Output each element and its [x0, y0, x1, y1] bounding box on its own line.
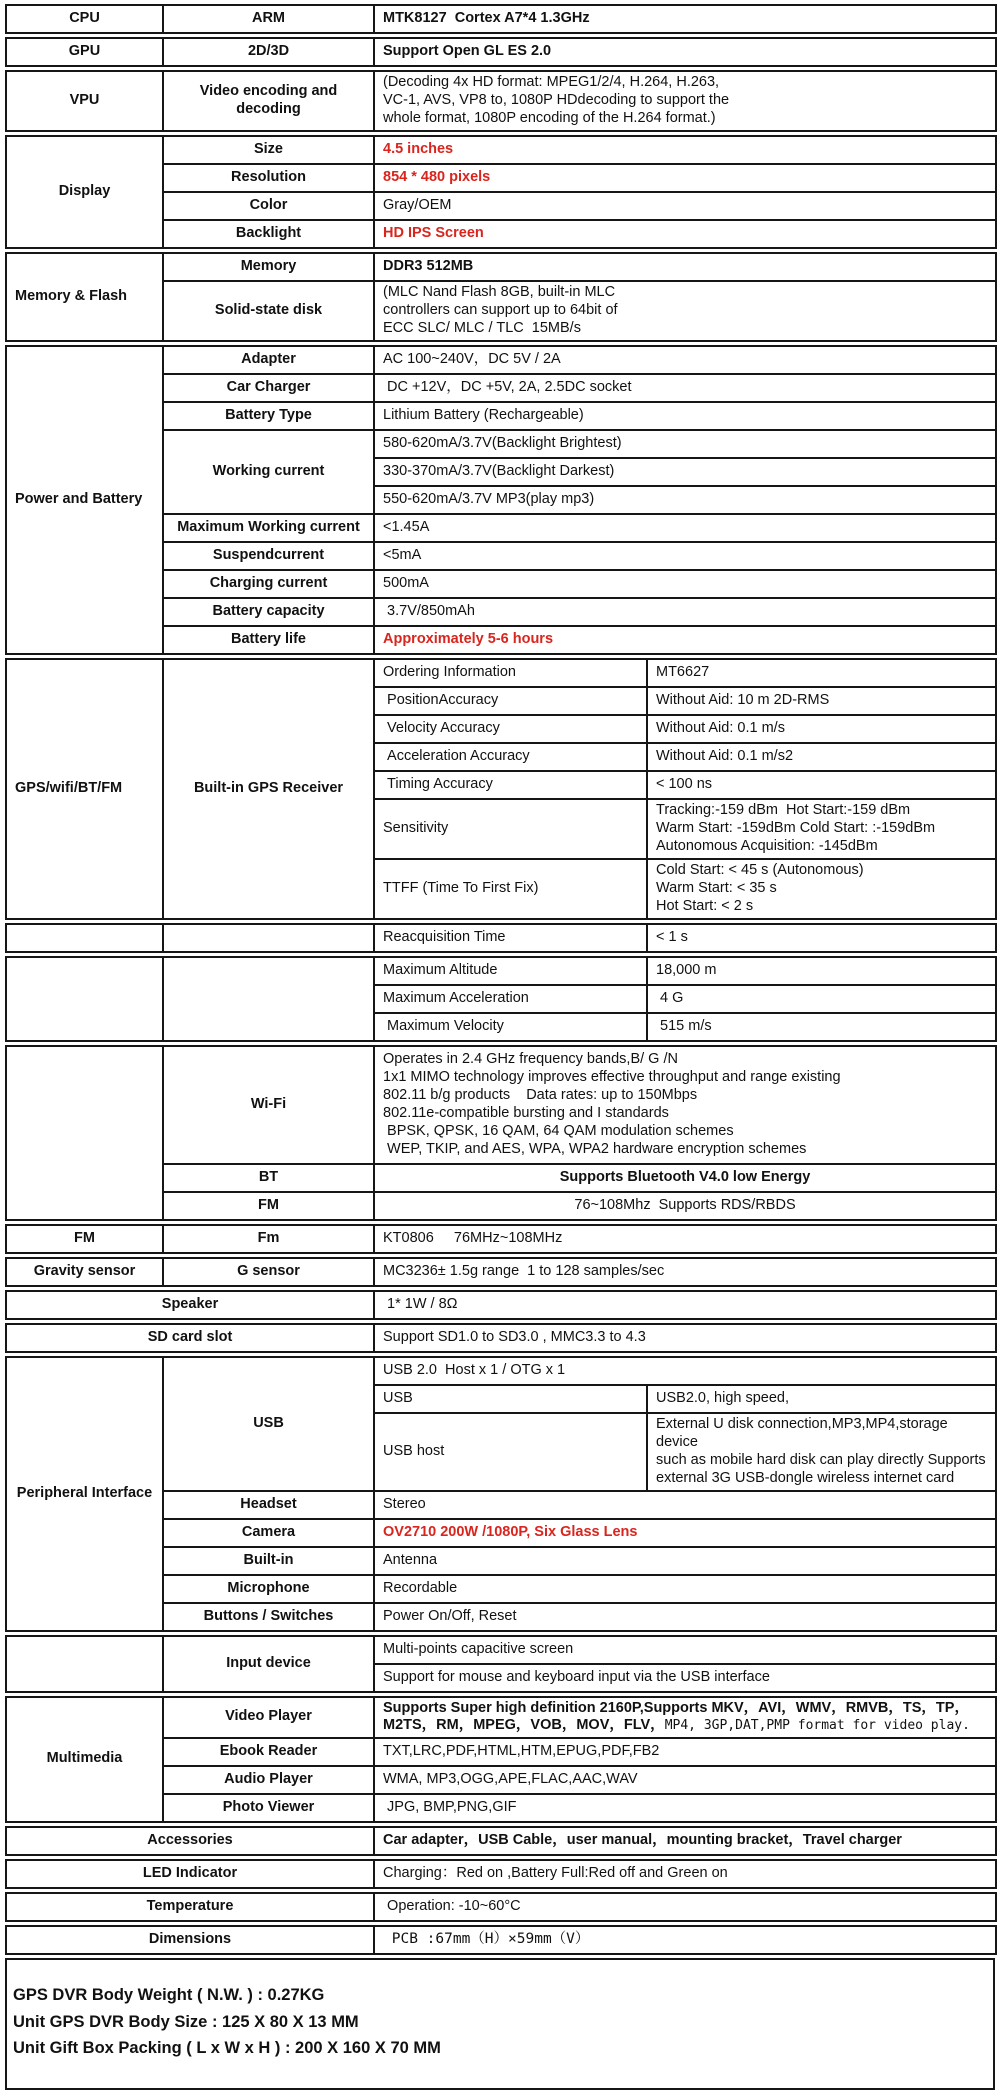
- section-wifi-bt-fm: [5, 1045, 997, 1221]
- spec-value: Without Aid: 0.1 m/s: [647, 715, 996, 743]
- spec-label: Suspendcurrent: [163, 542, 374, 570]
- spec-label: GPS/wifi/BT/FM: [6, 659, 163, 919]
- section-fm: [5, 1224, 997, 1254]
- spec-value: KT0806 76MHz~108MHz: [374, 1225, 996, 1253]
- section-sd-card: [5, 1323, 997, 1353]
- spec-label: Temperature: [6, 1893, 374, 1921]
- spec-value-line: VC-1, AVS, VP8 to, 1080P HDdecoding to support the: [383, 91, 730, 108]
- spec-label: Working current: [163, 430, 374, 514]
- spec-cell-empty: [163, 957, 374, 1041]
- spec-value: PositionAccuracy: [374, 687, 647, 715]
- spec-value: Power On/Off, Reset: [374, 1603, 996, 1631]
- spec-value-part: ,Supports MKV，AVI，WMV，RMVB，TS，TP，M2TS，RM，MPEG，VOB，MOV，FLV，: [383, 1699, 969, 1734]
- table-row: [6, 5, 996, 33]
- spec-label: Solid-state disk: [163, 281, 374, 341]
- spec-label: Maximum Working current: [163, 514, 374, 542]
- spec-value: TXT,LRC,PDF,HTML,HTM,EPUG,PDF,FB2: [374, 1738, 996, 1766]
- spec-value-part: MP4, 3GP,DAT,PMP format for video play.: [664, 1718, 970, 1734]
- spec-value-line: 1x1 MIMO technology improves effective throughput and range existing: [383, 1068, 841, 1085]
- spec-label: Color: [163, 192, 374, 220]
- spec-value: 4 G: [647, 985, 996, 1013]
- spec-value: USB2.0, high speed,: [647, 1385, 996, 1413]
- table-row: [6, 1827, 996, 1855]
- spec-value: 854 * 480 pixels: [374, 164, 996, 192]
- spec-value: USB host: [374, 1413, 647, 1491]
- spec-value: MTK8127 Cortex A7*4 1.3GHz: [374, 5, 996, 33]
- spec-cell-empty: [6, 1636, 163, 1692]
- spec-label: Memory: [163, 253, 374, 281]
- table-row: [6, 346, 996, 374]
- spec-value: Lithium Battery (Rechargeable): [374, 402, 996, 430]
- spec-label: Wi-Fi: [163, 1046, 374, 1164]
- section-peripheral-interface: [5, 1356, 997, 1632]
- spec-label: Charging current: [163, 570, 374, 598]
- spec-value-line: ECC SLC/ MLC / TLC 15MB/s: [383, 319, 581, 336]
- spec-label: LED Indicator: [6, 1860, 374, 1888]
- spec-label: Microphone: [163, 1575, 374, 1603]
- spec-value-line: 802.11 b/g products Data rates: up to 150Mbps: [383, 1086, 698, 1103]
- section-gpu: [5, 37, 997, 67]
- spec-label: Multimedia: [6, 1697, 163, 1823]
- spec-value-line: Tracking:-159 dBm Hot Start:-159 dBm: [656, 801, 911, 818]
- table-row: [6, 1860, 996, 1888]
- spec-label: Input device: [163, 1636, 374, 1692]
- section-gps: [5, 658, 997, 920]
- spec-value: USB: [374, 1385, 647, 1413]
- spec-value-line: such as mobile hard disk can play directly Supports: [656, 1451, 986, 1468]
- spec-value: < 100 ns: [647, 771, 996, 799]
- table-row: [6, 1225, 996, 1253]
- spec-cell-empty: [6, 1046, 163, 1220]
- spec-value: Stereo: [374, 1491, 996, 1519]
- spec-value-line: Video encoding and: [199, 82, 338, 99]
- spec-value: 4.5 inches: [374, 136, 996, 164]
- spec-value-line: Warm Start: -159dBm Cold Start: :-159dBm: [656, 819, 936, 836]
- spec-label: USB: [163, 1357, 374, 1491]
- spec-value: 515 m/s: [647, 1013, 996, 1041]
- spec-label: Adapter: [163, 346, 374, 374]
- table-row: [6, 253, 996, 281]
- spec-value-line: Hot Start: < 2 s: [656, 897, 754, 914]
- spec-value: TTFF (Time To First Fix): [374, 859, 647, 919]
- spec-label: Battery Type: [163, 402, 374, 430]
- spec-label: VPU: [6, 71, 163, 131]
- spec-value-line: Warm Start: < 35 s: [656, 879, 777, 896]
- spec-value: 1* 1W / 8Ω: [374, 1291, 996, 1319]
- spec-value-line: External U disk connection,MP3,MP4,storage device: [656, 1415, 952, 1450]
- table-row: [6, 1291, 996, 1319]
- spec-value: [374, 1697, 996, 1739]
- table-row: [6, 1697, 996, 1739]
- spec-table-container: [5, 4, 995, 1955]
- spec-value-line: decoding: [236, 100, 301, 117]
- table-row: [6, 957, 996, 985]
- section-multimedia: [5, 1696, 997, 1824]
- section-power-battery: [5, 345, 997, 655]
- spec-label: ARM: [163, 5, 374, 33]
- spec-label: Video Player: [163, 1697, 374, 1739]
- spec-value: Support Open GL ES 2.0: [374, 38, 996, 66]
- spec-value: OV2710 200W /1080P, Six Glass Lens: [374, 1519, 996, 1547]
- spec-value-line: Cold Start: < 45 s (Autonomous): [656, 861, 864, 878]
- section-led-indicator: [5, 1859, 997, 1889]
- table-row: [6, 659, 996, 687]
- spec-value: USB 2.0 Host x 1 / OTG x 1: [374, 1357, 996, 1385]
- section-temperature: [5, 1892, 997, 1922]
- spec-label: Audio Player: [163, 1766, 374, 1794]
- footer-note: Unit Gift Box Packing ( L x W x H ) : 200 X 160 X 70 MM: [13, 2039, 441, 2058]
- section-gravity-sensor: [5, 1257, 997, 1287]
- spec-label: GPU: [6, 38, 163, 66]
- spec-label: Speaker: [6, 1291, 374, 1319]
- spec-label: BT: [163, 1164, 374, 1192]
- spec-label: G sensor: [163, 1258, 374, 1286]
- spec-label: Resolution: [163, 164, 374, 192]
- spec-value-line: BPSK, QPSK, 16 QAM, 64 QAM modulation schemes: [383, 1122, 734, 1139]
- spec-label: Camera: [163, 1519, 374, 1547]
- spec-value: [374, 281, 996, 341]
- table-row: [6, 1258, 996, 1286]
- spec-label: FM: [163, 1192, 374, 1220]
- spec-value: Sensitivity: [374, 799, 647, 859]
- spec-value: Acceleration Accuracy: [374, 743, 647, 771]
- spec-label: SD card slot: [6, 1324, 374, 1352]
- spec-value: Operation: -10~60°C: [374, 1893, 996, 1921]
- section-display: [5, 135, 997, 249]
- spec-value-line: (MLC Nand Flash 8GB, built-in MLC: [383, 283, 616, 300]
- spec-value: Charging：Red on ,Battery Full:Red off and Green on: [374, 1860, 996, 1888]
- spec-value-line: (Decoding 4x HD format: MPEG1/2/4, H.264, H.263,: [383, 74, 720, 90]
- spec-cell-empty: [6, 957, 163, 1041]
- table-row: [6, 924, 996, 952]
- spec-value: MT6627: [647, 659, 996, 687]
- spec-value: Reacquisition Time: [374, 924, 647, 952]
- section-vpu: [5, 70, 997, 132]
- table-row: [6, 1893, 996, 1921]
- spec-value: Support SD1.0 to SD3.0 , MMC3.3 to 4.3: [374, 1324, 996, 1352]
- spec-label: Battery life: [163, 626, 374, 654]
- spec-value-line: controllers can support up to 64bit of: [383, 301, 618, 318]
- spec-value: Maximum Altitude: [374, 957, 647, 985]
- section-input-device: [5, 1635, 997, 1693]
- spec-label: Memory & Flash: [6, 253, 163, 341]
- spec-value: [647, 859, 996, 919]
- spec-value: Multi-points capacitive screen: [374, 1636, 996, 1664]
- spec-value: HD IPS Screen: [374, 220, 996, 248]
- spec-value: DDR3 512MB: [374, 253, 996, 281]
- table-row: [6, 38, 996, 66]
- spec-value: Without Aid: 10 m 2D-RMS: [647, 687, 996, 715]
- spec-value: AC 100~240V，DC 5V / 2A: [374, 346, 996, 374]
- spec-value: JPG, BMP,PNG,GIF: [374, 1794, 996, 1822]
- spec-value: Car adapter，USB Cable，user manual，mounting bracket，Travel charger: [374, 1827, 996, 1855]
- spec-label: Backlight: [163, 220, 374, 248]
- spec-cell-empty: [163, 924, 374, 952]
- spec-value: Maximum Velocity: [374, 1013, 647, 1041]
- spec-value: Support for mouse and keyboard input via the USB interface: [374, 1664, 996, 1692]
- spec-label: Peripheral Interface: [6, 1357, 163, 1631]
- table-row: [6, 1046, 996, 1164]
- spec-label: 2D/3D: [163, 38, 374, 66]
- spec-value: <1.45A: [374, 514, 996, 542]
- spec-value: MC3236± 1.5g range 1 to 128 samples/sec: [374, 1258, 996, 1286]
- spec-label: CPU: [6, 5, 163, 33]
- spec-value: 18,000 m: [647, 957, 996, 985]
- spec-value: [374, 1046, 996, 1164]
- table-row: [6, 71, 996, 131]
- spec-value: Timing Accuracy: [374, 771, 647, 799]
- section-memory-flash: [5, 252, 997, 342]
- spec-value: Recordable: [374, 1575, 996, 1603]
- section-reacquisition: [5, 923, 997, 953]
- spec-value-line: whole format, 1080P encoding of the H.264 format.): [383, 109, 716, 126]
- footer-note: Unit GPS DVR Body Size : 125 X 80 X 13 MM: [13, 2012, 359, 2031]
- spec-value-line: Operates in 2.4 GHz frequency bands,B/ G /N: [383, 1050, 678, 1067]
- spec-label: Dimensions: [6, 1926, 374, 1954]
- spec-label: Built-in GPS Receiver: [163, 659, 374, 919]
- spec-label: Power and Battery: [6, 346, 163, 654]
- table-row: [6, 1324, 996, 1352]
- section-dimensions: [5, 1925, 997, 1955]
- spec-value: 76~108Mhz Supports RDS/RBDS: [374, 1192, 996, 1220]
- spec-label: Fm: [163, 1225, 374, 1253]
- section-accessories: [5, 1826, 997, 1856]
- spec-value: < 1 s: [647, 924, 996, 952]
- section-cpu: [5, 4, 997, 34]
- table-row: [6, 1636, 996, 1664]
- spec-label: Headset: [163, 1491, 374, 1519]
- spec-label: [163, 71, 374, 131]
- spec-label: Car Charger: [163, 374, 374, 402]
- spec-value: [647, 1413, 996, 1491]
- table-row: [6, 136, 996, 164]
- spec-label: Built-in: [163, 1547, 374, 1575]
- spec-value: 580-620mA/3.7V(Backlight Brightest): [374, 430, 996, 458]
- spec-value: Without Aid: 0.1 m/s2: [647, 743, 996, 771]
- spec-label: Buttons / Switches: [163, 1603, 374, 1631]
- spec-value: 3.7V/850mAh: [374, 598, 996, 626]
- spec-value: DC +12V，DC +5V, 2A, 2.5DC socket: [374, 374, 996, 402]
- footer-note: GPS DVR Body Weight ( N.W. ) : 0.27KG: [13, 1986, 325, 2005]
- spec-cell-empty: [6, 924, 163, 952]
- spec-value: 500mA: [374, 570, 996, 598]
- spec-label: Display: [6, 136, 163, 248]
- spec-value: <5mA: [374, 542, 996, 570]
- spec-label: Accessories: [6, 1827, 374, 1855]
- spec-value: Supports Bluetooth V4.0 low Energy: [374, 1164, 996, 1192]
- spec-value: Maximum Acceleration: [374, 985, 647, 1013]
- spec-label: Ebook Reader: [163, 1738, 374, 1766]
- spec-label: Size: [163, 136, 374, 164]
- section-gps-maxima: [5, 956, 997, 1042]
- spec-value: Ordering Information: [374, 659, 647, 687]
- spec-label: Photo Viewer: [163, 1794, 374, 1822]
- spec-label: FM: [6, 1225, 163, 1253]
- spec-value: WMA, MP3,OGG,APE,FLAC,AAC,WAV: [374, 1766, 996, 1794]
- spec-value-line: external 3G USB-dongle wireless internet card: [656, 1469, 955, 1486]
- spec-value: Velocity Accuracy: [374, 715, 647, 743]
- spec-value: 550-620mA/3.7V MP3(play mp3): [374, 486, 996, 514]
- spec-value: PCB :67mm（H）×59mm（V）: [374, 1926, 996, 1954]
- spec-value-line: WEP, TKIP, and AES, WPA, WPA2 hardware encryption schemes: [383, 1140, 807, 1157]
- spec-value: [374, 71, 996, 131]
- spec-label: Battery capacity: [163, 598, 374, 626]
- spec-value-line: 802.11e-compatible bursting and I standards: [383, 1104, 669, 1121]
- footer-notes: [5, 1958, 995, 2089]
- spec-value: Antenna: [374, 1547, 996, 1575]
- spec-value: 330-370mA/3.7V(Backlight Darkest): [374, 458, 996, 486]
- spec-label: Gravity sensor: [6, 1258, 163, 1286]
- spec-value-part: Supports Super high definition 2160P: [383, 1699, 640, 1716]
- section-speaker: [5, 1290, 997, 1320]
- table-row: [6, 1926, 996, 1954]
- spec-value: Gray/OEM: [374, 192, 996, 220]
- table-row: [6, 1357, 996, 1385]
- spec-value-line: Autonomous Acquisition: -145dBm: [656, 837, 878, 854]
- spec-value: [647, 799, 996, 859]
- spec-value: Approximately 5-6 hours: [374, 626, 996, 654]
